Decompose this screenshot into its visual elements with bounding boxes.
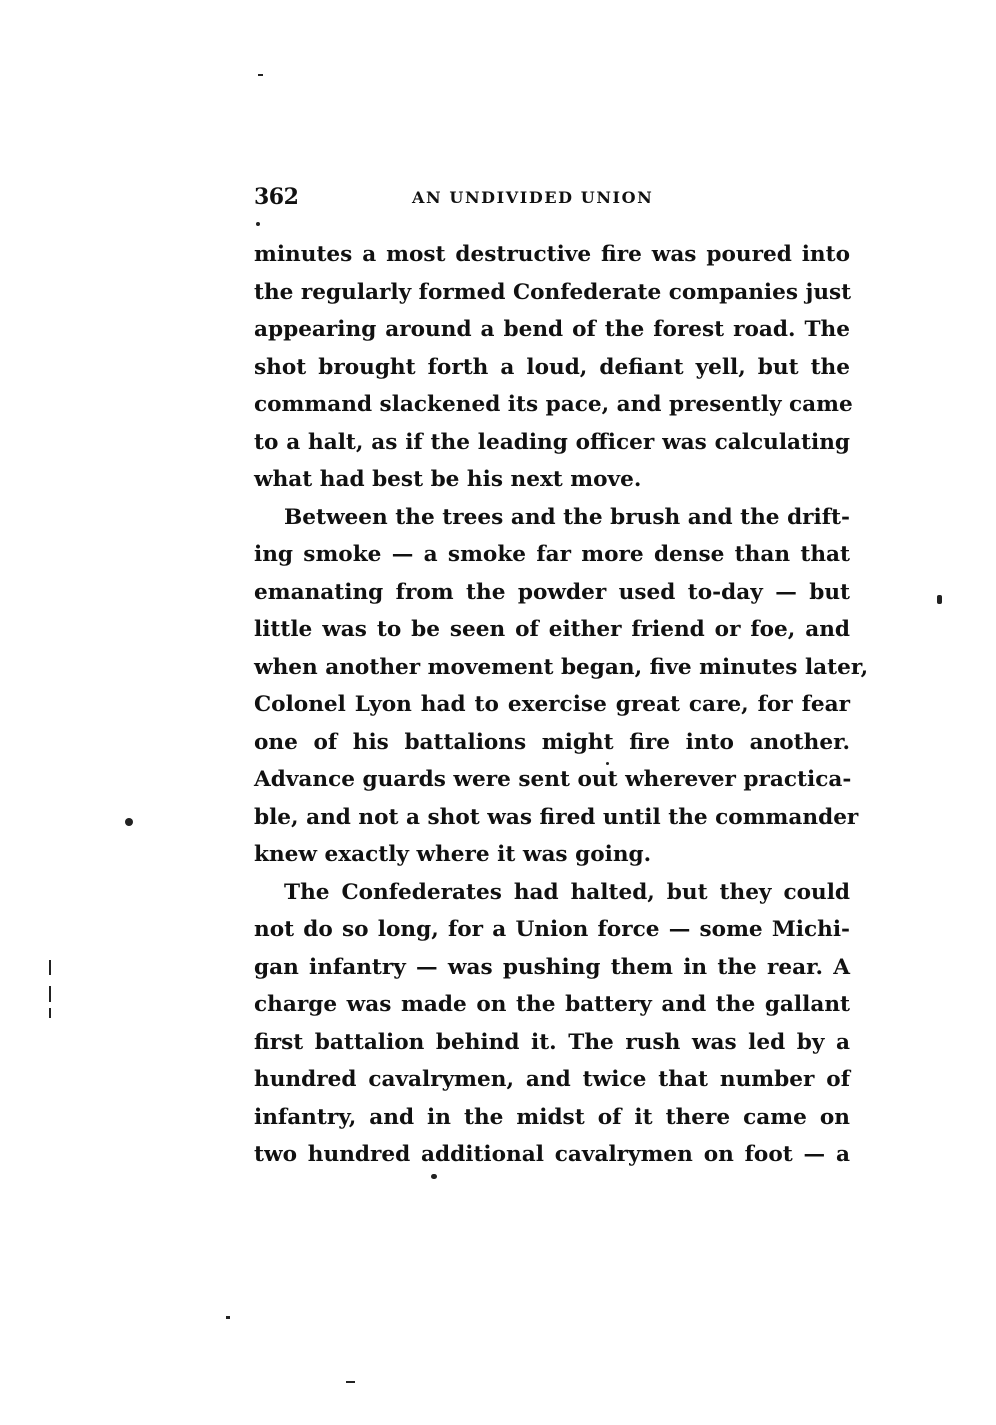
scan-rule — [49, 1008, 51, 1018]
text-line: hundred cavalrymen, and twice that number of — [254, 1067, 850, 1092]
text-line: shot brought forth a loud, defiant yell, but the — [254, 354, 850, 380]
scan-speck — [346, 1381, 355, 1383]
text-line: Advance guards were sent out wherever practica- — [254, 767, 852, 792]
text-line: ing smoke — a smoke far more dense than that — [254, 542, 850, 567]
text-line: the regularly formed Confederate companies just — [254, 279, 852, 305]
scan-speck — [258, 74, 263, 76]
text-line: one of his battalions might fire into another. — [254, 729, 850, 755]
scan-speck — [937, 595, 942, 604]
page-header — [254, 184, 854, 218]
text-line: to a halt, as if the leading officer was calculating — [254, 429, 850, 455]
text-line: ble, and not a shot was fired until the commander — [254, 804, 859, 830]
scan-speck — [256, 222, 260, 226]
text-line: when another movement began, five minutes later, — [254, 654, 869, 680]
scan-speck — [606, 762, 609, 765]
text-line: gan infantry — was pushing them in the rear. A — [254, 954, 850, 980]
text-line: Between the trees and the brush and the drift- — [284, 504, 850, 530]
scan-speck — [226, 1316, 230, 1319]
text-line: charge was made on the battery and the gallant — [254, 992, 850, 1017]
text-line: what had best be his next move. — [254, 467, 642, 492]
text-line: emanating from the powder used to-day — but — [254, 579, 850, 605]
body-text — [254, 236, 869, 1174]
text-line: first battalion behind it. The rush was led by a — [254, 1029, 850, 1055]
text-line: The Confederates had halted, but they could — [284, 879, 850, 905]
text-line: command slackened its pace, and presently came — [254, 392, 853, 417]
running-head: AN UNDIVIDED UNION — [412, 188, 654, 207]
scan-rule — [49, 960, 51, 975]
text-line: minutes a most destructive fire was poured into — [254, 242, 850, 267]
text-line: infantry, and in the midst of it there came on — [254, 1104, 850, 1130]
text-line: knew exactly where it was going. — [254, 842, 652, 867]
text-line: little was to be seen of either friend or foe, and — [254, 617, 850, 642]
text-line: Colonel Lyon had to exercise great care, for fear — [254, 692, 850, 717]
page-number: 362 — [254, 184, 299, 210]
scan-rule — [49, 986, 51, 1002]
scan-speck — [431, 1174, 437, 1179]
text-line: appearing around a bend of the forest road. The — [254, 317, 850, 342]
text-line: not do so long, for a Union force — some Michi- — [254, 917, 850, 942]
text-line: two hundred additional cavalrymen on foot — a — [254, 1142, 850, 1167]
scan-speck — [125, 818, 133, 826]
